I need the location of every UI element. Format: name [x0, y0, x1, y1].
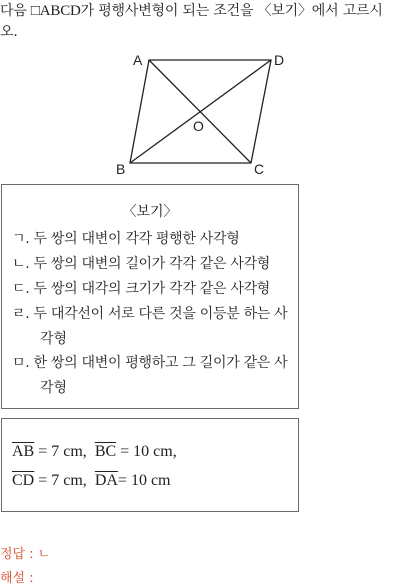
question-prefix: 다음: [0, 3, 31, 19]
bogi-item-1: [12, 229, 294, 249]
parallelogram-figure: [110, 50, 290, 180]
answer-value: ㄴ: [37, 547, 51, 562]
bogi-item-marker: ㅁ.: [12, 355, 30, 371]
segment-bc-value: = 10 cm,: [116, 443, 177, 460]
diagonal-bd: [130, 60, 271, 163]
bogi-item-3: [12, 279, 294, 299]
segment-ab: $\overline{AB}$: [12, 443, 35, 460]
bogi-item-4: [12, 304, 294, 324]
bogi-item-5-continuation: 각형: [40, 380, 68, 396]
bogi-item-marker: ㄴ.: [12, 256, 30, 272]
explanation-line: [0, 570, 34, 588]
vertex-label-d: D: [274, 52, 285, 68]
given-line-1: [12, 441, 177, 463]
bogi-item-2: [12, 254, 294, 274]
vertex-label-c: C: [254, 161, 265, 177]
answer-line: [0, 546, 50, 564]
segment-cd-value: = 7 cm,: [34, 472, 87, 489]
bogi-item-marker: ㄷ.: [12, 281, 30, 297]
bogi-box: [1, 184, 299, 409]
shape-name: ABCD: [39, 3, 81, 19]
segment-ab-value: = 7 cm,: [34, 443, 87, 460]
segment-cd: $\overline{CD}$: [12, 472, 35, 489]
answer-label: 정답 :: [0, 547, 34, 562]
given-line-2: [12, 470, 171, 492]
bogi-item-4-continuation: 각형: [40, 331, 68, 347]
bogi-item-marker: ㄹ.: [12, 306, 30, 322]
bogi-item-text: 두 쌍의 대변의 길이가 각각 같은 사각형: [33, 256, 271, 272]
question-suffix: 가 평행사변형이 되는 조건을 〈보기〉에서 고르시오.: [0, 3, 383, 40]
given-lengths-box: [1, 418, 299, 512]
question-text: [0, 1, 398, 43]
bogi-item-text: 두 대각선이 서로 다른 것을 이등분 하는 사: [33, 306, 288, 322]
center-label-o: O: [193, 118, 204, 134]
vertex-label-a: A: [133, 52, 143, 68]
segment-da-value: = 10 cm: [117, 472, 171, 489]
explanation-label: 해설 :: [0, 571, 34, 586]
segment-da: $\overline{DA}$: [94, 472, 118, 489]
bogi-item-text: 두 쌍의 대변이 각각 평행한 사각형: [33, 231, 240, 247]
bogi-title: 〈보기〉: [122, 204, 178, 220]
bogi-item-text: 한 쌍의 대변이 평행하고 그 길이가 같은 사: [33, 355, 288, 371]
bogi-item-5: [12, 353, 294, 373]
bogi-item-text: 두 쌍의 대각의 크기가 각각 같은 사각형: [33, 281, 271, 297]
vertex-label-b: B: [116, 161, 126, 177]
bogi-item-marker: ㄱ.: [12, 231, 30, 247]
segment-bc: $\overline{BC}$: [94, 443, 117, 460]
shape-symbol: □: [30, 3, 40, 19]
